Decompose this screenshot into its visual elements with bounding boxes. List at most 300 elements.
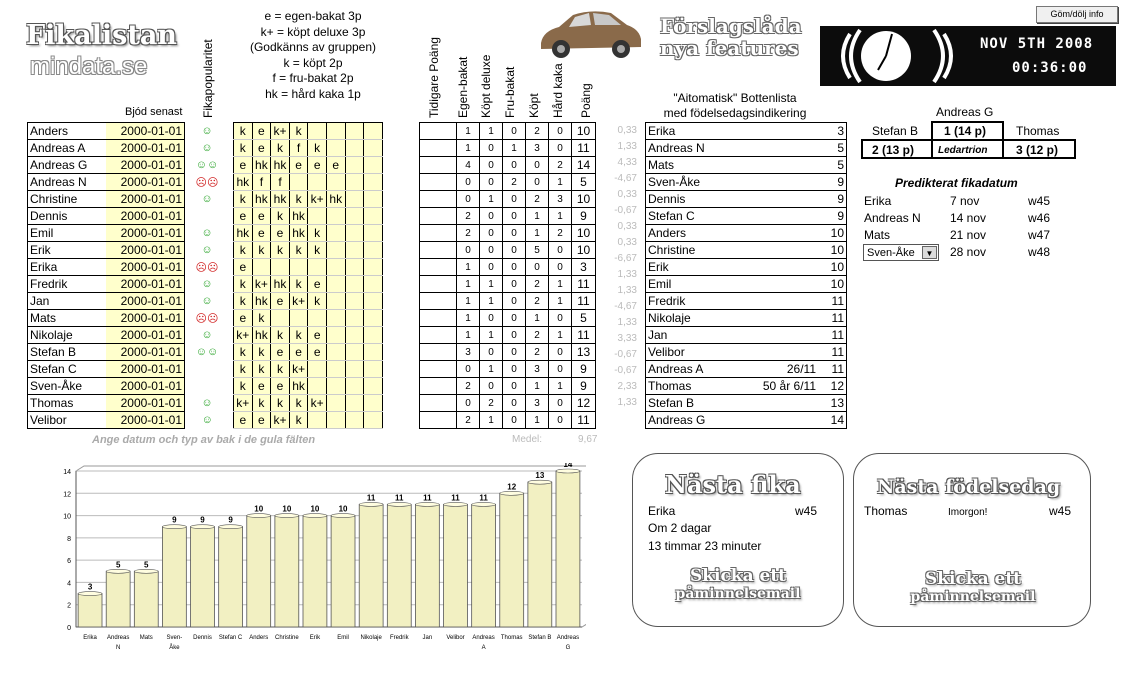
popularity-icon: ☺ xyxy=(201,193,213,205)
chart-bar-top xyxy=(134,569,158,573)
medel-label: Medel: xyxy=(512,434,543,445)
bottom-points-cell: 3 xyxy=(820,123,847,140)
chart-data-label: 10 xyxy=(282,504,292,514)
table-row xyxy=(234,378,383,395)
chart-bar xyxy=(191,527,215,627)
bake-type-cell[interactable] xyxy=(345,276,364,293)
bake-type-cell[interactable] xyxy=(289,259,308,276)
last-treat-date-cell[interactable]: 2000-01-01 xyxy=(106,259,185,276)
suggestion-box-link[interactable] xyxy=(660,15,802,59)
bake-type-cell[interactable] xyxy=(364,361,383,378)
bake-type-cell[interactable] xyxy=(345,310,364,327)
bake-type-cell[interactable] xyxy=(289,310,308,327)
bake-type-cell[interactable]: hk xyxy=(326,191,345,208)
bake-type-cell[interactable] xyxy=(345,378,364,395)
bake-type-cell[interactable] xyxy=(289,174,308,191)
diff-from-mean-cell: 1,33 xyxy=(617,284,637,296)
table-row xyxy=(420,174,596,191)
count-kopt-cell: 2 xyxy=(526,123,549,140)
previous-points-cell[interactable] xyxy=(420,293,457,310)
last-treat-date-cell[interactable]: 2000-01-01 xyxy=(106,208,185,225)
bake-type-cell[interactable] xyxy=(364,140,383,157)
bake-type-cell[interactable] xyxy=(364,310,383,327)
table-row xyxy=(605,202,637,218)
bake-type-cell[interactable]: k xyxy=(308,140,327,157)
bake-type-cell[interactable]: e xyxy=(271,293,290,310)
bake-type-cell[interactable]: hk xyxy=(289,378,308,395)
bake-type-cell[interactable]: k+ xyxy=(271,412,290,429)
send-reminder-fika-button[interactable] xyxy=(668,566,808,602)
bake-type-cell[interactable] xyxy=(252,259,271,276)
chart-data-label: 10 xyxy=(338,504,348,514)
previous-points-cell[interactable] xyxy=(420,123,457,140)
count-fru-cell: 0 xyxy=(503,208,526,225)
last-treat-date-cell[interactable]: 2000-01-01 xyxy=(106,191,185,208)
bake-type-cell[interactable] xyxy=(326,361,345,378)
count-fru-cell: 0 xyxy=(503,327,526,344)
bake-type-cell[interactable]: e xyxy=(252,140,271,157)
last-treat-date-cell[interactable]: 2000-01-01 xyxy=(106,157,185,174)
previous-points-cell[interactable] xyxy=(420,140,457,157)
count-hard-cell: 0 xyxy=(549,123,572,140)
suggest-line[interactable]: nya features xyxy=(660,36,799,60)
suggest-line[interactable]: Förslagslåda xyxy=(660,14,802,38)
logo-fikalistan: Fikalistan xyxy=(26,20,177,51)
predicted-week: w46 xyxy=(1028,211,1051,225)
bake-type-cell[interactable] xyxy=(364,123,383,140)
bake-type-cell[interactable] xyxy=(345,208,364,225)
dropdown-arrow-icon[interactable]: ▼ xyxy=(922,246,937,259)
person-name: Andreas N xyxy=(28,174,107,191)
count-kopt-cell: 0 xyxy=(526,157,549,174)
bake-type-cell[interactable]: k xyxy=(252,242,271,259)
chart-bar xyxy=(303,516,327,627)
bake-type-cell[interactable] xyxy=(364,225,383,242)
button-line[interactable]: Skicka ett xyxy=(924,569,1022,589)
bake-type-cell[interactable] xyxy=(345,412,364,429)
bake-type-cell[interactable] xyxy=(364,259,383,276)
bake-type-cell[interactable]: k xyxy=(289,412,308,429)
bake-type-cell[interactable]: f xyxy=(252,174,271,191)
bake-type-cell[interactable]: k xyxy=(271,140,290,157)
count-kopt-deluxe-cell: 1 xyxy=(480,293,503,310)
bake-type-cell[interactable] xyxy=(364,344,383,361)
previous-points-cell[interactable] xyxy=(420,344,457,361)
bake-type-cell[interactable]: hk xyxy=(289,208,308,225)
bake-type-cell[interactable] xyxy=(326,327,345,344)
bake-type-cell[interactable] xyxy=(364,412,383,429)
bake-type-cell[interactable]: f xyxy=(289,140,308,157)
chart-data-label: 14 xyxy=(563,463,573,469)
bake-type-cell[interactable] xyxy=(326,310,345,327)
bake-type-cell[interactable] xyxy=(345,327,364,344)
last-treat-date-cell[interactable]: 2000-01-01 xyxy=(106,361,185,378)
bake-type-cell[interactable]: k xyxy=(252,344,271,361)
chart-data-label: 12 xyxy=(507,482,517,492)
bake-type-cell[interactable] xyxy=(326,208,345,225)
bake-type-cell[interactable] xyxy=(345,395,364,412)
chart-data-label: 3 xyxy=(87,582,93,592)
bake-type-cell[interactable]: k xyxy=(289,395,308,412)
bake-type-cell[interactable]: hk xyxy=(252,157,271,174)
table-row xyxy=(646,191,847,208)
table-row xyxy=(646,395,847,412)
bottom-name: Andreas A xyxy=(648,362,704,376)
bake-type-cell[interactable] xyxy=(326,225,345,242)
bottom-name-cell xyxy=(646,140,821,157)
previous-points-cell[interactable] xyxy=(420,327,457,344)
count-fru-cell: 0 xyxy=(503,259,526,276)
bake-type-cell[interactable] xyxy=(308,412,327,429)
bake-type-cell[interactable] xyxy=(364,327,383,344)
last-treat-date-cell[interactable]: 2000-01-01 xyxy=(106,310,185,327)
bake-type-cell[interactable]: e xyxy=(234,157,253,174)
last-treat-date-cell[interactable]: 2000-01-01 xyxy=(106,344,185,361)
table-row xyxy=(605,218,637,234)
bake-type-cell[interactable]: k xyxy=(289,327,308,344)
table-row xyxy=(28,140,230,157)
previous-points-cell[interactable] xyxy=(420,310,457,327)
bake-type-cell[interactable]: e xyxy=(234,412,253,429)
bake-type-cell[interactable]: k xyxy=(234,378,253,395)
table-row xyxy=(646,174,847,191)
bake-type-cell[interactable]: hk xyxy=(252,191,271,208)
bake-type-cell[interactable]: k xyxy=(271,242,290,259)
bake-type-cell[interactable] xyxy=(345,225,364,242)
legend-line: k+ = köpt deluxe 3p xyxy=(260,24,366,39)
chart-bar xyxy=(500,493,524,627)
bake-type-cell[interactable] xyxy=(308,174,327,191)
table-row xyxy=(420,208,596,225)
bake-type-cell[interactable] xyxy=(326,123,345,140)
popularity-icon: ☺ xyxy=(201,295,213,307)
count-hard-cell: 0 xyxy=(549,412,572,429)
count-egen-cell: 1 xyxy=(457,310,480,327)
last-treat-date-cell[interactable]: 2000-01-01 xyxy=(106,395,185,412)
bake-type-cell[interactable]: hk xyxy=(252,293,271,310)
previous-points-cell[interactable] xyxy=(420,259,457,276)
col-kopt-deluxe: Köpt deluxe xyxy=(479,54,493,118)
bottom-name-cell xyxy=(646,191,821,208)
bake-type-cell[interactable] xyxy=(364,191,383,208)
previous-points-cell[interactable] xyxy=(420,225,457,242)
bake-type-cell[interactable]: k+ xyxy=(308,191,327,208)
bake-type-cell[interactable] xyxy=(345,191,364,208)
bake-type-cell[interactable]: k xyxy=(271,395,290,412)
previous-points-cell[interactable] xyxy=(420,157,457,174)
previous-points-cell[interactable] xyxy=(420,361,457,378)
count-kopt-deluxe-cell: 0 xyxy=(480,157,503,174)
table-row xyxy=(420,259,596,276)
bottom-name-cell xyxy=(646,412,821,429)
bake-type-cell[interactable]: e xyxy=(252,225,271,242)
bottom-points-cell: 11 xyxy=(820,344,847,361)
bake-type-cell[interactable]: k xyxy=(252,395,271,412)
bake-type-cell[interactable]: e xyxy=(234,259,253,276)
bake-type-cell[interactable] xyxy=(364,242,383,259)
bake-type-cell[interactable]: k xyxy=(234,191,253,208)
last-treat-date-cell[interactable]: 2000-01-01 xyxy=(106,123,185,140)
previous-points-cell[interactable] xyxy=(420,276,457,293)
bake-type-cell[interactable]: e xyxy=(252,378,271,395)
button-line[interactable]: Skicka ett xyxy=(689,566,787,586)
bottom-points-cell: 11 xyxy=(820,327,847,344)
count-kopt-cell: 1 xyxy=(526,225,549,242)
chart-data-label: 11 xyxy=(423,493,432,503)
bake-type-cell[interactable]: e xyxy=(326,157,345,174)
bake-type-cell[interactable]: hk xyxy=(271,276,290,293)
bake-type-cell[interactable]: e xyxy=(252,208,271,225)
bake-type-cell[interactable]: k+ xyxy=(252,276,271,293)
bake-type-cell[interactable]: k xyxy=(289,191,308,208)
person-name: Fredrik xyxy=(28,276,107,293)
bake-type-cell[interactable] xyxy=(326,174,345,191)
bake-type-cell[interactable] xyxy=(326,412,345,429)
bottom-name-cell xyxy=(646,208,821,225)
bake-type-cell[interactable]: k+ xyxy=(234,327,253,344)
bake-type-cell[interactable] xyxy=(308,378,327,395)
bake-type-cell[interactable]: e xyxy=(234,208,253,225)
points-cell: 10 xyxy=(572,225,596,242)
bake-type-cell[interactable]: e xyxy=(289,344,308,361)
bake-type-cell[interactable] xyxy=(345,123,364,140)
popularity-icon: ☺ xyxy=(201,414,213,426)
chart-y-tick-label: 2 xyxy=(67,602,71,610)
bake-type-cell[interactable]: k xyxy=(234,123,253,140)
bake-type-cell[interactable]: k xyxy=(234,293,253,310)
bake-type-cell[interactable] xyxy=(326,293,345,310)
bake-type-cell[interactable]: e xyxy=(271,344,290,361)
bake-type-cell[interactable]: k xyxy=(234,344,253,361)
bake-type-cell[interactable]: e xyxy=(271,378,290,395)
table-row xyxy=(420,327,596,344)
bake-type-cell[interactable] xyxy=(326,395,345,412)
table-row xyxy=(605,314,637,330)
table-row xyxy=(420,123,596,140)
bake-type-cell[interactable] xyxy=(326,259,345,276)
bake-type-cell[interactable]: k xyxy=(234,140,253,157)
bake-type-cell[interactable] xyxy=(345,157,364,174)
count-egen-cell: 2 xyxy=(457,225,480,242)
bake-type-cell[interactable] xyxy=(308,310,327,327)
table-row xyxy=(646,344,847,361)
predicted-date: 14 nov xyxy=(950,211,987,225)
predicted-name-select[interactable] xyxy=(863,244,939,261)
bake-type-cell[interactable] xyxy=(345,174,364,191)
last-treat-date-cell[interactable]: 2000-01-01 xyxy=(106,412,185,429)
bake-type-cell[interactable]: k xyxy=(308,225,327,242)
bake-type-cell[interactable] xyxy=(326,140,345,157)
next-fika-week: w45 xyxy=(795,504,818,518)
bake-type-cell[interactable] xyxy=(364,276,383,293)
previous-points-cell[interactable] xyxy=(420,395,457,412)
bake-type-cell[interactable] xyxy=(364,174,383,191)
bake-type-cell[interactable] xyxy=(308,123,327,140)
table-row xyxy=(234,293,383,310)
previous-points-cell[interactable] xyxy=(420,208,457,225)
bake-type-cell[interactable]: hk xyxy=(252,327,271,344)
bake-type-cell[interactable]: hk xyxy=(234,225,253,242)
bake-type-cell[interactable]: e xyxy=(308,327,327,344)
table-row xyxy=(420,344,596,361)
bake-type-cell[interactable]: hk xyxy=(271,157,290,174)
bake-type-cell[interactable]: hk xyxy=(271,191,290,208)
chart-bar-top xyxy=(500,491,524,495)
points-cell: 9 xyxy=(572,378,596,395)
popularity-icon: ☺☺ xyxy=(195,346,219,358)
bake-type-cell[interactable]: e xyxy=(271,225,290,242)
previous-points-cell[interactable] xyxy=(420,191,457,208)
bake-type-cell[interactable]: k xyxy=(308,293,327,310)
bake-type-cell[interactable]: e xyxy=(308,276,327,293)
toggle-info-button[interactable]: Göm/dölj info xyxy=(1036,6,1118,23)
bake-type-cell[interactable]: k+ xyxy=(234,395,253,412)
count-hard-cell: 2 xyxy=(549,157,572,174)
previous-points-cell[interactable] xyxy=(420,174,457,191)
table-row xyxy=(28,378,230,395)
chart-bar-top xyxy=(415,502,439,506)
button-line[interactable]: påminnelsemail xyxy=(675,586,801,602)
bake-type-cell[interactable] xyxy=(364,208,383,225)
bake-type-cell[interactable]: k xyxy=(252,310,271,327)
predicted-date: 21 nov xyxy=(950,228,987,242)
bake-type-cell[interactable]: k xyxy=(308,242,327,259)
bake-type-cell[interactable] xyxy=(308,259,327,276)
bottom-title: "Aitomatisk" Bottenlista xyxy=(673,91,797,105)
bottom-points-cell: 9 xyxy=(820,191,847,208)
previous-points-cell[interactable] xyxy=(420,242,457,259)
predicted-name: Andreas N xyxy=(864,211,921,225)
bottom-points-cell: 5 xyxy=(820,157,847,174)
bottom-name: Andreas N xyxy=(648,141,705,155)
last-treat-date-cell[interactable]: 2000-01-01 xyxy=(106,378,185,395)
button-line[interactable]: påminnelsemail xyxy=(910,589,1036,605)
points-cell: 12 xyxy=(572,395,596,412)
chart-bar xyxy=(444,504,468,627)
count-hard-cell: 0 xyxy=(549,140,572,157)
bottom-name: Stefan B xyxy=(648,396,695,410)
leader-first-score: 1 (14 p) xyxy=(944,124,987,138)
previous-points-cell[interactable] xyxy=(420,378,457,395)
bake-type-cell[interactable] xyxy=(271,310,290,327)
table-row xyxy=(28,293,230,310)
table-row xyxy=(605,266,637,282)
bake-type-cell[interactable] xyxy=(345,242,364,259)
bake-type-cell[interactable]: e xyxy=(252,412,271,429)
bake-type-cell[interactable] xyxy=(271,259,290,276)
chart-x-tick-label: Dennis xyxy=(193,635,212,641)
bake-type-cell[interactable] xyxy=(364,395,383,412)
table-row xyxy=(28,344,230,361)
select-value[interactable]: Sven-Åke xyxy=(867,247,915,259)
count-kopt-cell: 2 xyxy=(526,327,549,344)
bake-type-cell[interactable]: k xyxy=(234,276,253,293)
last-treat-date-cell[interactable]: 2000-01-01 xyxy=(106,293,185,310)
bake-type-cell[interactable]: hk xyxy=(289,225,308,242)
leader-second-score: 2 (13 p) xyxy=(872,143,915,157)
bake-type-cell[interactable] xyxy=(345,140,364,157)
chart-y-tick-label: 14 xyxy=(63,469,71,476)
bake-type-cell[interactable] xyxy=(345,259,364,276)
chart-data-label: 11 xyxy=(451,493,460,503)
bake-type-cell[interactable]: k xyxy=(289,123,308,140)
bake-type-cell[interactable] xyxy=(345,361,364,378)
col-kopt: Köpt xyxy=(527,93,541,118)
table-row xyxy=(420,191,596,208)
last-treat-date-cell[interactable]: 2000-01-01 xyxy=(106,327,185,344)
bottom-name-cell xyxy=(646,123,821,140)
bake-type-cell[interactable]: k xyxy=(289,276,308,293)
bake-type-cell[interactable] xyxy=(364,378,383,395)
bake-type-cell[interactable]: k xyxy=(271,208,290,225)
points-legend xyxy=(228,9,398,103)
table-row xyxy=(28,276,230,293)
bake-type-cell[interactable]: k+ xyxy=(289,293,308,310)
bake-type-cell[interactable] xyxy=(345,293,364,310)
bake-type-cell[interactable] xyxy=(364,293,383,310)
bake-type-cell[interactable]: e xyxy=(308,344,327,361)
bake-type-cell[interactable]: k xyxy=(234,242,253,259)
bake-type-cell[interactable] xyxy=(308,361,327,378)
chart-data-label: 9 xyxy=(200,515,205,525)
bake-type-cell[interactable]: k xyxy=(271,327,290,344)
bake-type-cell[interactable] xyxy=(326,242,345,259)
bake-type-cell[interactable]: hk xyxy=(234,174,253,191)
last-treat-date-cell[interactable]: 2000-01-01 xyxy=(106,174,185,191)
bake-type-cell[interactable]: k+ xyxy=(289,361,308,378)
bake-type-cell[interactable] xyxy=(326,344,345,361)
bake-type-cell[interactable]: k xyxy=(234,361,253,378)
bottom-subtitle: med födelsedagsindikering xyxy=(663,106,807,120)
bake-type-cell[interactable]: k xyxy=(289,242,308,259)
bake-type-cell[interactable]: e xyxy=(252,123,271,140)
diff-from-mean-cell: 1,33 xyxy=(617,140,637,152)
bottom-points-cell: 14 xyxy=(820,412,847,429)
diff-from-mean-cell: -6,67 xyxy=(614,252,637,264)
points-cell: 11 xyxy=(572,276,596,293)
bake-type-cell[interactable]: k+ xyxy=(271,123,290,140)
bake-type-cell[interactable] xyxy=(364,157,383,174)
bake-type-cell[interactable] xyxy=(308,208,327,225)
last-treat-date-cell[interactable]: 2000-01-01 xyxy=(106,242,185,259)
table-row xyxy=(420,157,596,174)
bake-type-cell[interactable] xyxy=(326,276,345,293)
bake-type-cell[interactable]: e xyxy=(234,310,253,327)
table-row xyxy=(234,361,383,378)
bake-type-cell[interactable]: e xyxy=(308,157,327,174)
popularity-icon: ☹☹ xyxy=(195,176,219,189)
count-kopt-deluxe-cell: 1 xyxy=(480,412,503,429)
send-reminder-birthday-button[interactable] xyxy=(903,569,1043,605)
last-treat-date-cell[interactable]: 2000-01-01 xyxy=(106,276,185,293)
bake-type-cell[interactable] xyxy=(326,378,345,395)
bake-type-cell[interactable]: k+ xyxy=(308,395,327,412)
last-treat-date-cell[interactable]: 2000-01-01 xyxy=(106,140,185,157)
bake-type-cell[interactable]: k xyxy=(252,361,271,378)
previous-points-cell[interactable] xyxy=(420,412,457,429)
bake-type-cell[interactable]: k xyxy=(271,361,290,378)
count-hard-cell: 1 xyxy=(549,293,572,310)
bottom-name-cell xyxy=(646,225,821,242)
bake-type-cell[interactable] xyxy=(345,344,364,361)
chart-data-label: 5 xyxy=(115,560,121,570)
count-kopt-cell: 2 xyxy=(526,344,549,361)
bake-type-cell[interactable]: f xyxy=(271,174,290,191)
bottom-name-cell xyxy=(646,361,821,378)
last-treat-date-cell[interactable]: 2000-01-01 xyxy=(106,225,185,242)
count-kopt-cell: 0 xyxy=(526,174,549,191)
bake-type-cell[interactable]: e xyxy=(289,157,308,174)
